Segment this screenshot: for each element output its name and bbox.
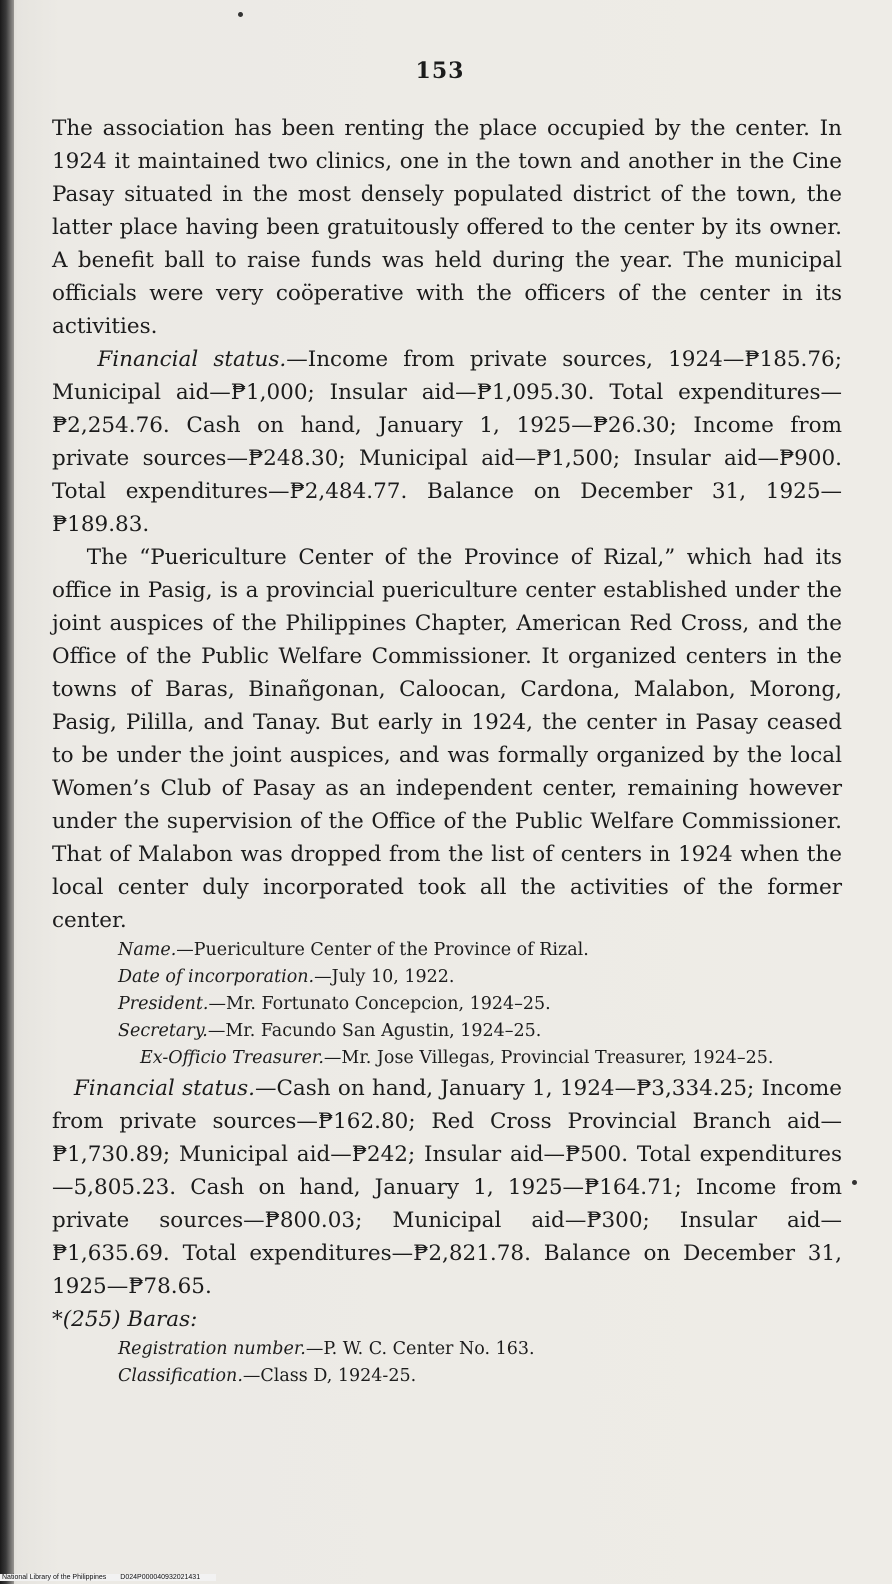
- detail-classification: [118, 1363, 842, 1390]
- footer-library: National Library of the Philippines: [2, 1574, 107, 1581]
- detail-value: —P. W. C. Center No. 163.: [305, 1339, 535, 1359]
- footer-code: D024P000040932021431: [120, 1574, 201, 1581]
- baras-heading: *(255) Baras:: [52, 1307, 198, 1332]
- detail-secretary: [118, 1018, 842, 1045]
- detail-president: [118, 991, 842, 1018]
- detail-name: [118, 937, 842, 964]
- detail-label: Name.: [118, 940, 177, 960]
- speck-mark: [852, 1180, 857, 1185]
- detail-registration: [118, 1336, 842, 1363]
- detail-label: Secretary.: [118, 1021, 208, 1041]
- detail-label: Ex-Officio Treasurer.: [140, 1048, 324, 1068]
- detail-label: Date of incorporation.: [118, 967, 315, 987]
- detail-treasurer: [118, 1045, 842, 1072]
- financial-status-label: Financial status.: [73, 1076, 255, 1101]
- paragraph-financial-status-2: [52, 1072, 842, 1303]
- detail-value: —Mr. Fortunato Concepcion, 1924–25.: [208, 994, 551, 1014]
- detail-value: —Puericulture Center of the Province of Rizal.: [176, 940, 589, 960]
- scan-footer: [0, 1574, 216, 1581]
- center-details: [118, 937, 842, 1072]
- detail-label: Registration number.: [118, 1339, 306, 1359]
- detail-value: —Mr. Jose Villegas, Provincial Treasurer, 1924–25.: [323, 1048, 774, 1068]
- page-number: 153: [415, 58, 465, 84]
- financial-status-text: —Income from private sources, 1924—₱185.76; Municipal aid—₱1,000; Insular aid—₱1,095.30. Total expenditures—₱2,254.76. Cash on hand, January 1, 1925—₱26.30; Income from private sources—₱248.30; Municipal aid—₱1,500; Insular aid—₱900. Total expenditures—₱2,484.77. Balance on December 31, 1925—₱189.83.: [52, 347, 842, 537]
- detail-value: —July 10, 1922.: [314, 967, 455, 987]
- book-spine-shadow: [0, 0, 14, 1584]
- paragraph-financial-status-1: [52, 343, 842, 541]
- financial-status-label: Financial status.: [97, 347, 287, 372]
- detail-label: Classification.: [118, 1366, 243, 1386]
- detail-date: [118, 964, 842, 991]
- page-body: [52, 112, 842, 1390]
- speck-mark: [238, 12, 243, 17]
- detail-label: President.: [118, 994, 209, 1014]
- paragraph-puericulture-center: [52, 541, 842, 937]
- baras-details: [118, 1336, 842, 1390]
- puericulture-text: The “Puericulture Center of the Province of Rizal,” which had its office in Pasig, is a provincial puericulture center established under the joint auspices of the Philippines Chapter, American Red Cross, and the Office of the Public Welfare Commissioner. It organized centers in the towns of Baras, Binañgonan, Caloocan, Cardona, Malabon, Morong, Pasig, Pililla, and Tanay. But early in 1924, the center in Pasay ceased to be under the joint auspices, and was formally organized by the local Women’s Club of Pasay as an independent center, remaining however under the supervision of the Office of the Public Welfare Commissioner. That of Malabon was dropped from the list of centers in 1924 when the local center duly incorporated took all the activities of the former center.: [52, 545, 842, 933]
- financial-status-text: —Cash on hand, January 1, 1924—₱3,334.25; Income from private sources—₱162.80; Red Cross Provincial Branch aid—₱1,730.89; Municipal aid—₱242; Insular aid—₱500. Total expenditures—5,805.23. Cash on hand, January 1, 1925—₱164.71; Income from private sources—₱800.03; Municipal aid—₱300; Insular aid—₱1,635.69. Total expenditures—₱2,821.78. Balance on December 31, 1925—₱78.65.: [52, 1076, 842, 1299]
- detail-value: —Mr. Facundo San Agustin, 1924–25.: [207, 1021, 542, 1041]
- detail-value: —Class D, 1924-25.: [242, 1366, 417, 1386]
- paragraph-association: The association has been renting the place occupied by the center. In 1924 it maintained two clinics, one in the town and another in the Cine Pasay situated in the most densely populated district of the town, the latter place having been gratuitously offered to the center by its owner. A benefit ball to raise funds was held during the year. The municipal officials were very coöperative with the officers of the center in its activities.: [52, 116, 842, 339]
